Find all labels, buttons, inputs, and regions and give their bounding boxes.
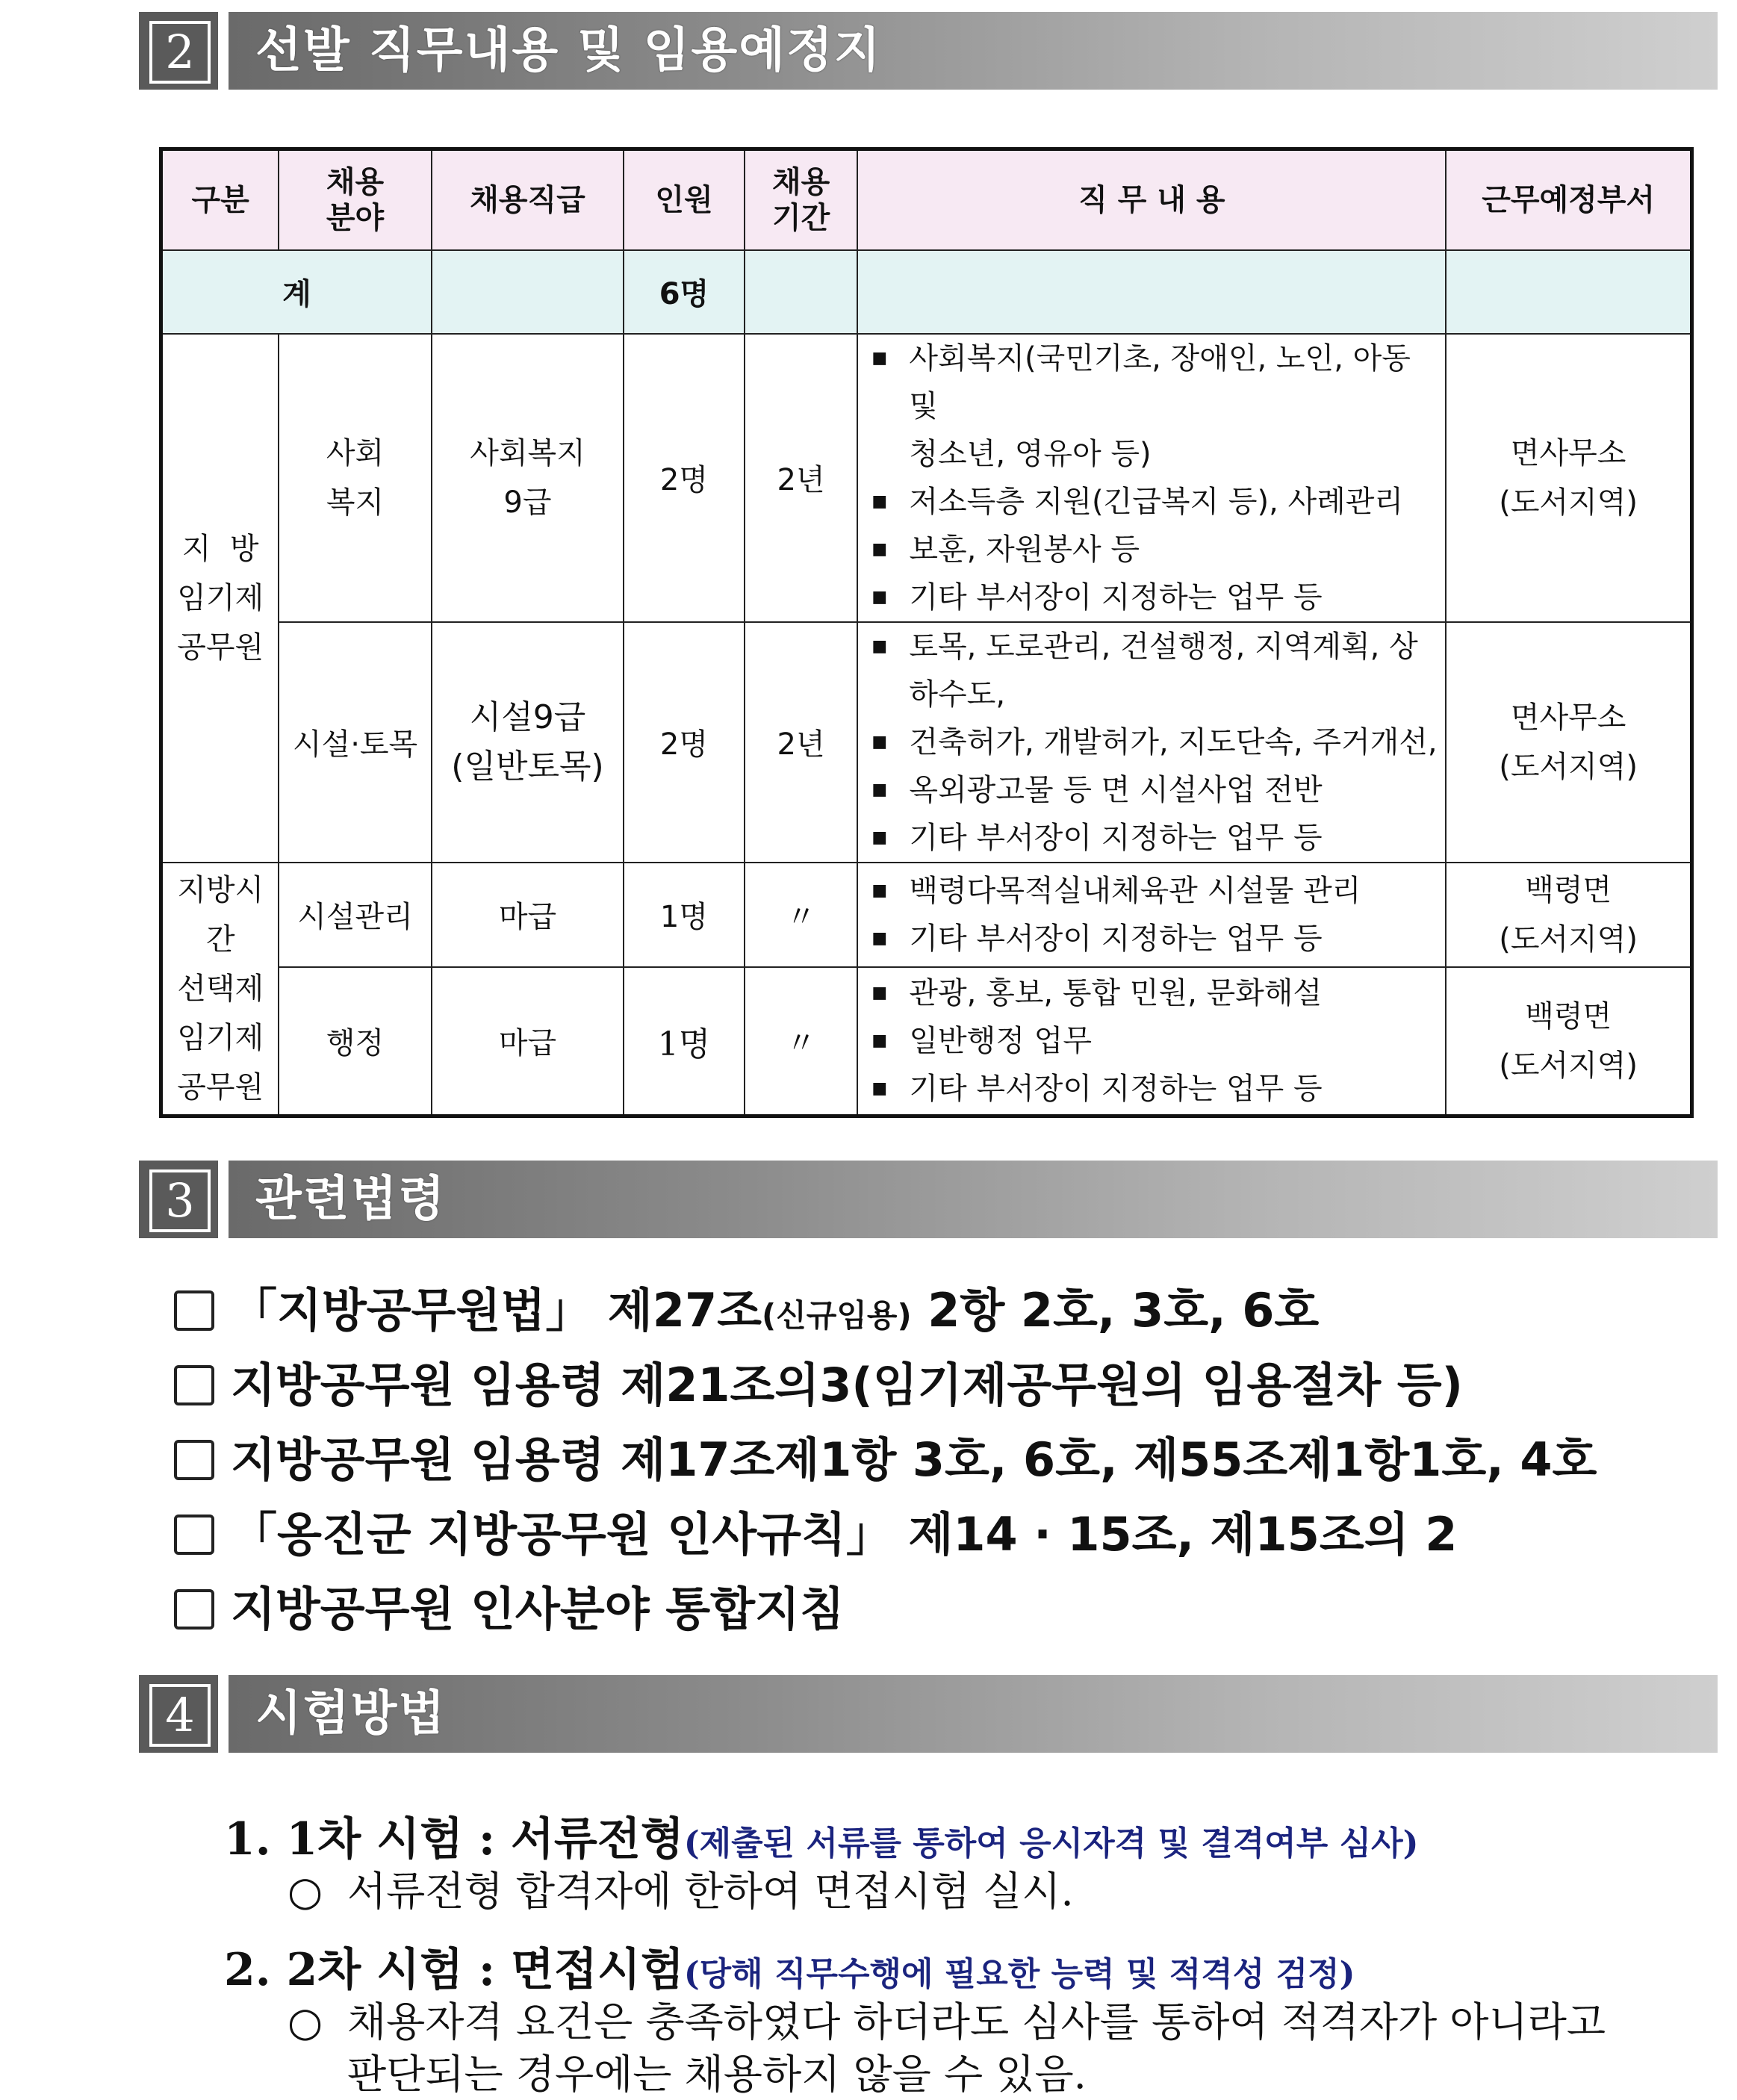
- section-title-bar: [229, 12, 1718, 90]
- duty-cell: [857, 967, 1446, 1116]
- header-duty: 직 무 내 용: [857, 149, 1446, 250]
- group-label: 지 방 임기제 공무원: [161, 334, 279, 863]
- section-number-box: 2: [139, 12, 218, 90]
- field-cell: 사회 복지: [279, 334, 431, 622]
- exam-step-1-title: 1. 1차 시험 : 서류전형(제출된 서류를 통하여 응시자격 및 결격여부 심사): [224, 1813, 1419, 1866]
- law-item: 「지방공무원법」 제27조(신규임용) 2항 2호, 3호, 6호: [174, 1277, 1319, 1344]
- list-item: ■ 기타 부서장이 지정하는 업무 등: [871, 915, 1445, 963]
- table-header-row: [161, 149, 1692, 250]
- section-title: 관련법령: [255, 1172, 447, 1227]
- header-count: 인원: [624, 149, 745, 250]
- header-grade: 채용직급: [432, 149, 624, 250]
- field-cell: 시설관리: [279, 863, 431, 967]
- section-3-header: [139, 1161, 1718, 1238]
- list-item: ■ 일반행정 업무: [871, 1017, 1445, 1065]
- list-item: ■ 사회복지(국민기초, 장애인, 노인, 아동 및: [871, 335, 1445, 430]
- group-label: 지방시간 선택제 임기제 공무원: [161, 863, 279, 1116]
- dept-cell: 백령면 (도서지역): [1446, 863, 1691, 967]
- exam-step-2-body: ○ 채용자격 요건은 충족하였다 하더라도 심사를 통하여 적격자가 아니라고: [288, 1998, 1606, 2045]
- section-title-bar: [229, 1675, 1718, 1753]
- header-dept: 근무예정부서: [1446, 149, 1691, 250]
- circle-bullet-icon: ○: [288, 1868, 323, 1915]
- law-item: 지방공무원 임용령 제17조제1항 3호, 6호, 제55조제1항1호, 4호: [174, 1426, 1597, 1494]
- section-2-header: [139, 12, 1718, 90]
- checkbox-icon: [174, 1589, 214, 1630]
- period-cell: 〃: [745, 967, 858, 1116]
- list-item: ■ 기타 부서장이 지정하는 업무 등: [871, 574, 1445, 621]
- total-label: 계: [161, 250, 432, 334]
- checkbox-icon: [174, 1290, 214, 1331]
- list-item: ■ 기타 부서장이 지정하는 업무 등: [871, 1065, 1445, 1113]
- table-row: [161, 334, 1692, 622]
- list-item: ■ 저소득층 지원(긴급복지 등), 사례관리: [871, 478, 1445, 526]
- list-item: 청소년, 영유아 등): [909, 436, 1152, 471]
- count-cell: 1명: [624, 967, 745, 1116]
- dept-cell: 면사무소 (도서지역): [1446, 334, 1691, 622]
- list-item: ■ 옥외광고물 등 면 시설사업 전반: [871, 766, 1445, 814]
- period-cell: 2년: [745, 622, 858, 863]
- section-title: 선발 직무내용 및 임용예정지: [255, 23, 882, 78]
- total-count: 6명: [624, 250, 745, 334]
- grade-cell: 시설9급 (일반토목): [432, 622, 624, 863]
- list-item: ■ 관광, 홍보, 통합 민원, 문화해설: [871, 969, 1445, 1017]
- header-gubun: 구분: [161, 149, 279, 250]
- field-cell: 시설·토목: [279, 622, 431, 863]
- section-4-header: [139, 1675, 1718, 1753]
- duty-cell: [857, 334, 1446, 622]
- duty-cell: [857, 863, 1446, 967]
- list-item: ■ 건축허가, 개발허가, 지도단속, 주거개선,: [871, 718, 1445, 766]
- header-field: 채용 분야: [279, 149, 431, 250]
- checkbox-icon: [174, 1440, 214, 1480]
- header-period: 채용 기간: [745, 149, 858, 250]
- section-title-bar: [229, 1161, 1718, 1238]
- circle-bullet-icon: ○: [288, 1998, 323, 2045]
- exam-step-2-body-cont: 판단되는 경우에는 채용하지 않을 수 있음.: [347, 2051, 1087, 2098]
- duty-cell: [857, 622, 1446, 863]
- grade-cell: 사회복지 9급: [432, 334, 624, 622]
- list-item: ■ 기타 부서장이 지정하는 업무 등: [871, 814, 1445, 862]
- dept-cell: 면사무소 (도서지역): [1446, 622, 1691, 863]
- field-cell: 행정: [279, 967, 431, 1116]
- list-item: ■ 백령다목적실내체육관 시설물 관리: [871, 867, 1445, 915]
- table-row: [161, 863, 1692, 967]
- count-cell: 2명: [624, 622, 745, 863]
- period-cell: 2년: [745, 334, 858, 622]
- law-item: 지방공무원 임용령 제21조의3(임기제공무원의 임용절차 등): [174, 1352, 1463, 1419]
- grade-cell: 마급: [432, 967, 624, 1116]
- count-cell: 1명: [624, 863, 745, 967]
- section-number-box: 4: [139, 1675, 218, 1753]
- list-item: ■ 토목, 도로관리, 건설행정, 지역계획, 상하수도,: [871, 623, 1445, 718]
- list-item: ■ 보훈, 자원봉사 등: [871, 526, 1445, 574]
- dept-cell: 백령면 (도서지역): [1446, 967, 1691, 1116]
- table-row: [161, 967, 1692, 1116]
- total-row: [161, 250, 1692, 334]
- exam-step-2-title: 2. 2차 시험 : 면접시험(당해 직무수행에 필요한 능력 및 적격성 검정): [224, 1944, 1355, 1996]
- table-row: [161, 622, 1692, 863]
- exam-step-1-body: ○ 서류전형 합격자에 한하여 면접시험 실시.: [288, 1868, 1074, 1915]
- period-cell: 〃: [745, 863, 858, 967]
- checkbox-icon: [174, 1515, 214, 1555]
- section-number-box: 3: [139, 1161, 218, 1238]
- law-item: 「옹진군 지방공무원 인사규칙」 제14 · 15조, 제15조의 2: [174, 1501, 1457, 1568]
- count-cell: 2명: [624, 334, 745, 622]
- law-item: 지방공무원 인사분야 통합지침: [174, 1576, 845, 1643]
- grade-cell: 마급: [432, 863, 624, 967]
- recruitment-table: [159, 147, 1694, 1118]
- checkbox-icon: [174, 1365, 214, 1405]
- section-title: 시험방법: [255, 1686, 447, 1742]
